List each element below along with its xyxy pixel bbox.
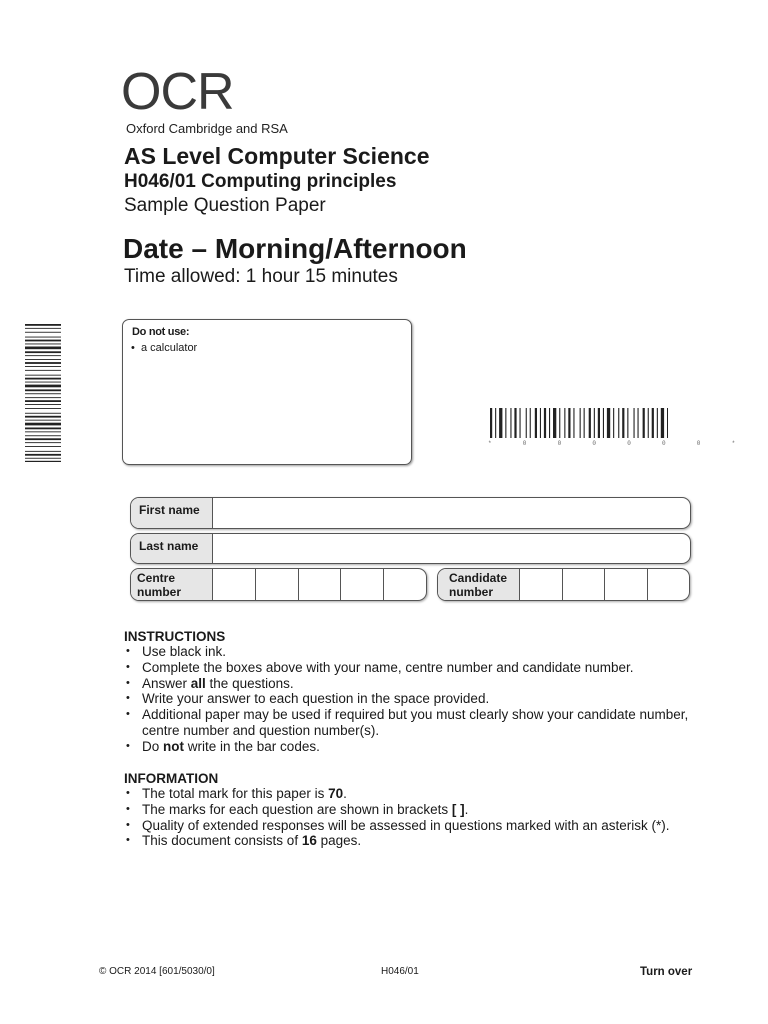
barcode-bar [25, 408, 61, 409]
barcode-bar [25, 347, 61, 350]
candidate-number-label-line-1: Candidate [449, 571, 508, 585]
barcode-bar [25, 461, 61, 462]
centre-digit-box[interactable] [341, 569, 384, 600]
barcode-bar [535, 408, 537, 438]
instructions-heading: INSTRUCTIONS [124, 629, 226, 644]
barcode-bar [622, 408, 624, 438]
do-not-use-title: Do not use: [132, 326, 190, 338]
instruction-item-text: Use black ink. [142, 644, 227, 659]
barcode-bar [657, 408, 658, 438]
barcode-bar [25, 428, 61, 430]
information-item-emphasis: 70 [328, 786, 344, 801]
barcode-bar [25, 382, 61, 383]
ocr-logo: OCR [121, 63, 234, 121]
instructions-section [124, 629, 714, 755]
instruction-item [124, 644, 714, 660]
information-list [124, 786, 714, 849]
instruction-item-emphasis: all [190, 675, 206, 691]
barcode-bar [514, 408, 516, 438]
information-item-text: The total mark for this paper is [142, 786, 329, 801]
barcode-bar [652, 408, 654, 438]
centre-number-field [130, 568, 427, 601]
barcode-bar [568, 408, 570, 438]
footer-code: H046/01 [381, 966, 419, 977]
information-item-text: This document consists of [142, 833, 302, 849]
barcode-bar [25, 397, 61, 398]
instruction-item-text: Do [142, 738, 164, 754]
barcode-bar [613, 408, 614, 438]
last-name-input[interactable] [213, 534, 690, 563]
barcode-bar [661, 408, 664, 438]
instructions-list [124, 644, 714, 755]
barcode-bar [25, 451, 61, 452]
barcode-bar [594, 408, 595, 438]
barcode-bar [25, 420, 61, 421]
information-item-emphasis: 16 [301, 833, 317, 849]
centre-digit-box[interactable] [384, 569, 426, 600]
instruction-item-emphasis: not [163, 738, 185, 754]
first-name-field [130, 497, 691, 529]
barcode-bar [25, 442, 61, 443]
barcode-bar [25, 404, 61, 405]
information-item [124, 833, 714, 849]
candidate-digit-box[interactable] [648, 569, 690, 600]
barcode-bar [25, 370, 61, 371]
barcode-bar [25, 400, 61, 402]
barcode-bar [607, 408, 610, 438]
barcode-bar [25, 359, 61, 360]
barcode-bar [25, 438, 61, 440]
first-name-label: First name [131, 498, 213, 528]
barcode-bar [25, 324, 61, 326]
time-allowed: Time allowed: 1 hour 15 minutes [124, 266, 398, 287]
information-section [124, 771, 714, 849]
centre-number-label [131, 569, 213, 600]
barcode-bar [520, 408, 521, 438]
vertical-barcode [25, 324, 61, 462]
instruction-item-text: Complete the boxes above with your name, centre number and candidate number. [142, 659, 634, 675]
barcode-bar [643, 408, 645, 438]
centre-number-label-line-1: Centre [137, 571, 176, 585]
information-item [124, 786, 714, 802]
barcode-bar [589, 408, 591, 438]
last-name-field [130, 533, 691, 564]
instruction-item [124, 691, 714, 707]
barcode-bar [553, 408, 556, 438]
barcode-bar [25, 337, 61, 338]
date-line: Date – Morning/Afternoon [123, 233, 467, 264]
barcode-bar [25, 416, 61, 418]
centre-number-label-line-2: number [137, 585, 182, 599]
barcode-digits: * 0 0 0 0 0 0 * [488, 440, 750, 447]
barcode-bar [25, 431, 61, 432]
barcode-bar [559, 408, 560, 438]
barcode-bar [25, 454, 61, 456]
barcode-bar [505, 408, 506, 438]
barcode-bar [603, 408, 604, 438]
barcode-bar [499, 408, 502, 438]
instruction-item [124, 707, 714, 739]
unit-title: H046/01 Computing principles [124, 171, 397, 192]
barcode-bar [667, 408, 668, 438]
centre-digit-box[interactable] [213, 569, 256, 600]
footer-copyright: © OCR 2014 [601/5030/0] [99, 966, 215, 977]
barcode-bar [544, 408, 546, 438]
information-item [124, 818, 714, 834]
centre-digit-box[interactable] [299, 569, 342, 600]
barcode [490, 408, 668, 442]
first-name-input[interactable] [213, 498, 690, 528]
instruction-item-text-end: write in the bar codes. [184, 738, 320, 754]
information-item-text: The marks for each question are shown in brackets [142, 801, 452, 817]
barcode-bar [598, 408, 600, 438]
qualification-title: AS Level Computer Science [124, 143, 430, 169]
barcode-bar [584, 408, 585, 438]
instruction-item [124, 739, 714, 755]
barcode-bar [25, 435, 61, 436]
last-name-label: Last name [131, 534, 213, 563]
barcode-bar [530, 408, 531, 438]
do-not-use-box [122, 319, 412, 465]
barcode-bar [25, 332, 61, 333]
turn-over: Turn over [640, 966, 693, 978]
information-item-emphasis: [ ] [451, 801, 465, 817]
instruction-item-text: Answer [142, 675, 191, 691]
barcode-bar [25, 344, 61, 345]
barcode-bar [25, 413, 61, 414]
barcode-bar [495, 408, 496, 438]
barcode-bar [510, 408, 511, 438]
instruction-item-text: Additional paper may be used if required but you must clearly show your candidate number, centre number and question number(s). [142, 707, 689, 738]
instruction-item [124, 676, 714, 692]
barcode-bar [25, 393, 61, 394]
do-not-use-item-text: a calculator [140, 342, 198, 354]
information-item-text-end: pages. [316, 833, 362, 849]
centre-digit-box[interactable] [256, 569, 299, 600]
barcode-bar [25, 362, 61, 364]
barcode-bar [25, 375, 61, 376]
do-not-use-item: • a calculator [131, 342, 198, 354]
candidate-digit-box[interactable] [605, 569, 648, 600]
information-item-text: Quality of extended responses will be assessed in questions marked with an asterisk (*). [142, 817, 670, 833]
barcode-bar [580, 408, 581, 438]
candidate-number-label-line-2: number [449, 585, 494, 599]
ocr-logo-subtitle: Oxford Cambridge and RSA [126, 121, 288, 136]
barcode-bar [634, 408, 635, 438]
instruction-item [124, 660, 714, 676]
information-item-text-end: . [343, 786, 347, 801]
information-heading: INFORMATION [124, 771, 219, 786]
barcode-bar [573, 408, 574, 438]
barcode-bar [25, 389, 61, 391]
barcode-bar [549, 408, 550, 438]
barcode-bar [564, 408, 565, 438]
barcode-bar [627, 408, 628, 438]
barcode-bar [25, 458, 61, 459]
instruction-item-text-end: the questions. [205, 675, 294, 691]
candidate-digit-box[interactable] [563, 569, 606, 600]
paper-type: Sample Question Paper [124, 195, 326, 216]
barcode-bar [25, 351, 61, 353]
barcode-bar [25, 355, 61, 356]
barcode-bar [25, 378, 61, 380]
candidate-number-label [438, 569, 520, 600]
barcode-bar [540, 408, 541, 438]
candidate-digit-box[interactable] [520, 569, 563, 600]
barcode-bar [25, 446, 61, 447]
barcode-bar [490, 408, 492, 438]
candidate-number-field [437, 568, 690, 601]
barcode-bar [618, 408, 619, 438]
barcode-bar [25, 385, 61, 388]
barcode-bar [25, 366, 61, 367]
instruction-item-text: Write your answer to each question in the space provided. [142, 691, 490, 707]
information-item-text-end: . [464, 801, 469, 817]
barcode-bar [526, 408, 527, 438]
information-item [124, 802, 714, 818]
barcode-bar [638, 408, 639, 438]
barcode-bar [648, 408, 649, 438]
barcode-bar [25, 340, 61, 342]
barcode-bar [25, 328, 61, 329]
barcode-bar [25, 423, 61, 426]
